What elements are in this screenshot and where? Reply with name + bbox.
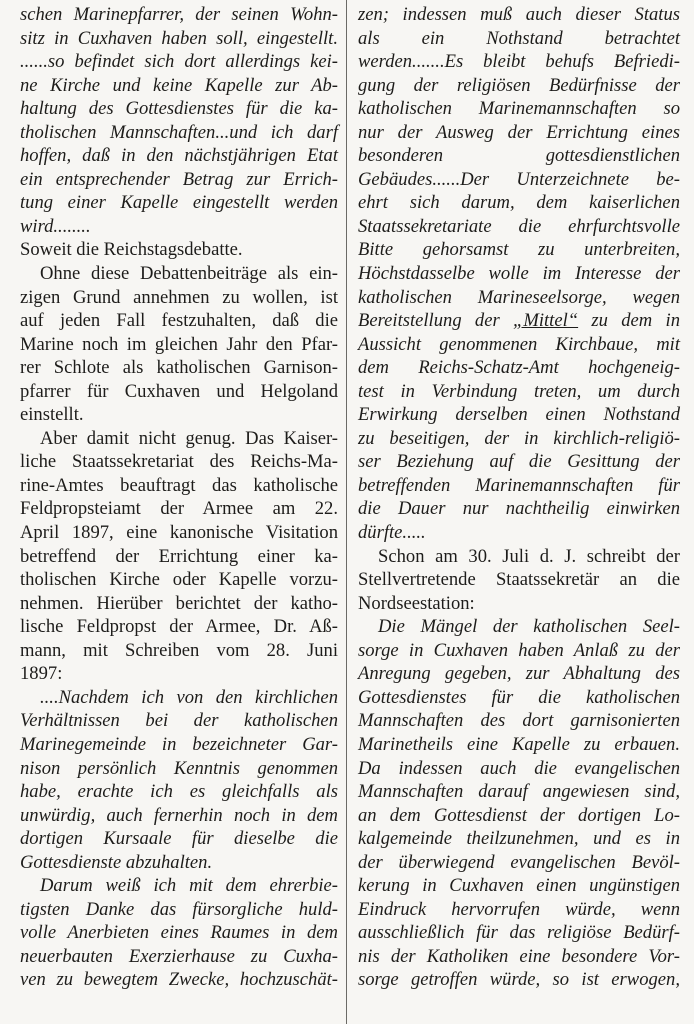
text-line: mann, mit Schreiben vom 28. Juni	[20, 639, 338, 661]
text-line: Aber damit nicht genug. Das Kaiser-	[40, 427, 338, 449]
text-line: 1897:	[20, 663, 63, 685]
text-line: wird........	[20, 215, 91, 237]
text-line: test in Verbindung treten, um durch	[358, 380, 680, 402]
text-line: Stellvertretende Staatssekretär an die	[358, 569, 680, 591]
text-line: Aussicht genommenen Kirchbaue, mit	[358, 333, 680, 355]
text-line: Gebäudes......Der Unterzeichnete be-	[358, 168, 680, 190]
text-line: hoffen, daß in den nächstjährigen Etat	[20, 145, 338, 167]
text-line: Soweit die Reichstagsdebatte.	[20, 239, 243, 261]
text-line: besonderen gottesdienstlichen	[358, 145, 680, 167]
text-line: habe, erachte ich es gleichfalls als	[20, 781, 338, 803]
text-line: nur der Ausweg der Errichtung eines	[358, 121, 680, 143]
text-line: kalgemeinde theilzunehmen, und es in	[358, 828, 680, 850]
text-line: Marinetheils eine Kapelle zu erbauen.	[358, 733, 680, 755]
text-line: tigsten Danke das fürsorgliche huld-	[20, 898, 338, 920]
text-line: auf jeden Fall festzuhalten, daß die	[20, 310, 338, 332]
text-line: Marinegemeinde in bezeichneter Gar-	[20, 733, 338, 755]
text-line: Verhältnissen bei der katholischen	[20, 710, 338, 732]
text-line: nison persönlich Kenntnis genommen	[20, 757, 338, 779]
text-line: Mannschaften darauf angewiesen sind,	[358, 781, 680, 803]
text-line: haltung des Gottesdienstes für die ka-	[20, 98, 338, 120]
text-line: Darum weiß ich mit dem ehrerbie-	[40, 875, 338, 897]
left-text-column	[20, 3, 338, 992]
text-line: Schon am 30. Juli d. J. schreibt der	[378, 545, 680, 567]
text-line: der überwiegend evangelischen Bevöl-	[358, 851, 680, 873]
text-line: unwürdig, auch fernerhin noch in dem	[20, 804, 338, 826]
text-line: tung einer Kapelle eingestellt werden	[20, 192, 338, 214]
text-line: Gottesdienste abzuhalten.	[20, 851, 213, 873]
text-line: zen; indessen muß auch dieser Status	[358, 4, 680, 25]
text-line: dortigen Kursaale für dieselbe die	[20, 828, 338, 850]
text-line: Feldpropsteiamt der Armee am 22.	[20, 498, 338, 520]
text-line: Erwirkung derselben einen Nothstand	[358, 404, 680, 426]
text-line: betreffend der Errichtung einer ka-	[20, 545, 338, 567]
text-line: Eindruck hervorrufen würde, wenn	[358, 898, 680, 920]
text-line: ven zu bewegtem Zwecke, hochzuschät-	[20, 969, 338, 991]
text-line: kerung in Cuxhaven einen ungünstigen	[358, 875, 680, 897]
text-line: ne Kirche und keine Kapelle zur Ab-	[20, 74, 338, 96]
text-line: tholischen Mannschaften...und ich darf	[20, 121, 338, 143]
text-line: Ohne diese Debattenbeiträge als ein-	[40, 263, 338, 285]
text-line: zu beseitigen, der in kirchlich-religiö-	[358, 427, 680, 449]
text-line: April 1897, eine kanonische Visitation	[20, 522, 338, 544]
text-line: an dem Gottesdienst der dortigen Lo-	[358, 804, 680, 826]
text-line: sitz in Cuxhaven haben soll, eingestellt.	[20, 27, 338, 49]
text-line: dem Reichs-Schatz-Amt hochgeneig-	[358, 357, 680, 379]
text-line: rine-Amtes beauftragt das katholische	[20, 474, 338, 496]
text-line: die Dauer nur nachtheilig einwirken	[358, 498, 680, 520]
text-line: einstellt.	[20, 404, 84, 426]
text-line: Da indessen auch die evangelischen	[358, 757, 680, 779]
text-line: Marine noch im gleichen Jahr den Pfar-	[20, 333, 338, 355]
right-text-column	[358, 3, 680, 992]
text-line: Mannschaften des dort garnisonierten	[358, 710, 680, 732]
text-line: liche Staatssekretariat des Reichs-Ma-	[20, 451, 338, 473]
text-line: Anregung gegeben, zur Abhaltung des	[358, 663, 680, 685]
text-line: rer Schlote als katholischen Garnison-	[20, 357, 338, 379]
text-line: ......so befindet sich dort allerdings kei-	[20, 51, 338, 73]
text-line: Bereitstellung der „Mittel“ zu dem in	[358, 310, 680, 332]
text-line: schen Marinepfarrer, der seinen Wohn-	[20, 4, 338, 25]
text-line: nehmen. Hierüber berichtet der katho-	[20, 592, 338, 614]
text-line: betreffenden Marinemannschaften für	[358, 474, 680, 496]
text-line: pfarrer für Cuxhaven und Helgoland	[20, 380, 338, 402]
text-line: ausschließlich für das religiöse Bedürf-	[358, 922, 680, 944]
text-line: katholischen Marineseelsorge, wegen	[358, 286, 680, 308]
text-line: Staatssekretariate die ehrfurchtsvolle	[358, 215, 680, 237]
text-line: nis der Katholiken eine besondere Vor-	[358, 945, 680, 967]
text-line: sorge getroffen würde, so ist erwogen,	[358, 969, 680, 991]
text-line: neuerbauten Exerzierhause zu Cuxha-	[20, 945, 338, 967]
text-line: ....Nachdem ich von den kirchlichen	[40, 686, 338, 708]
text-line: sorge in Cuxhaven haben Anlaß zu der	[358, 639, 680, 661]
text-line: werden.......Es bleibt behufs Befriedi-	[358, 51, 680, 73]
text-line: tholischen Kirche oder Kapelle vorzu-	[20, 569, 338, 591]
text-line: als ein Nothstand betrachtet	[358, 27, 680, 49]
text-line: ser Beziehung auf die Gesittung der	[358, 451, 680, 473]
text-line: Höchstdasselbe wolle im Interesse der	[358, 263, 680, 285]
column-divider	[346, 0, 347, 1024]
text-line: Die Mängel der katholischen Seel-	[378, 616, 680, 638]
text-line: zigen Grund annehmen zu wollen, ist	[20, 286, 338, 308]
text-line: Gottesdienstes für die katholischen	[358, 686, 680, 708]
text-line: ehrt sich darum, dem kaiserlichen	[358, 192, 680, 214]
text-line: volle Anerbieten eines Raumes in dem	[20, 922, 338, 944]
text-line: katholischen Marinemannschaften so	[358, 98, 680, 120]
text-line: gung der religiösen Bedürfnisse der	[358, 74, 680, 96]
text-line: Nordseestation:	[358, 592, 475, 614]
text-line: lische Feldpropst der Armee, Dr. Aß-	[20, 616, 338, 638]
text-line: dürfte.....	[358, 522, 426, 544]
text-line: Bitte gehorsamst zu unterbreiten,	[358, 239, 680, 261]
text-line: ein entsprechender Betrag zur Errich-	[20, 168, 338, 190]
